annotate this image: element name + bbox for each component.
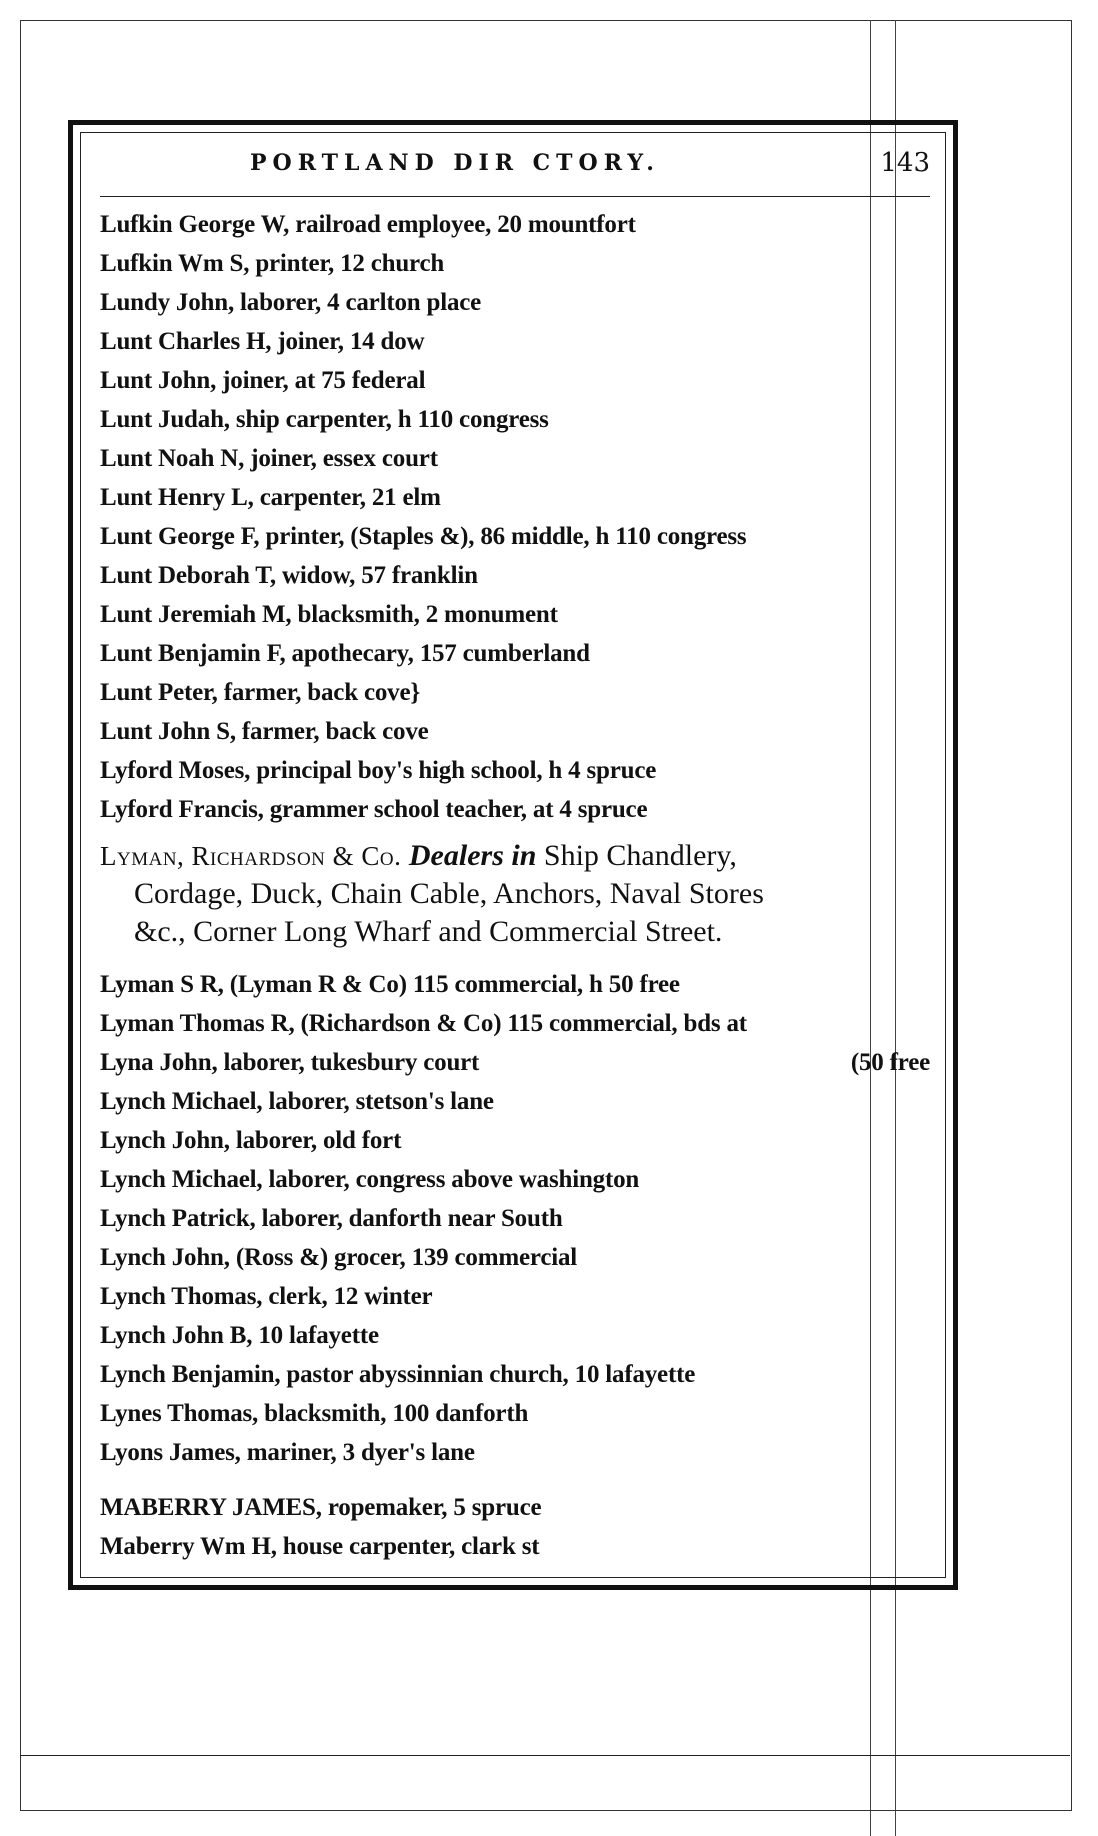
directory-entry: Lunt Peter, farmer, back cove} — [100, 679, 420, 706]
page-number: 143 — [880, 148, 930, 178]
directory-entry: Lunt Judah, ship carpenter, h 110 congress — [100, 406, 549, 433]
directory-entry: Lundy John, laborer, 4 carlton place — [100, 289, 482, 316]
directory-entry: Lunt Henry L, carpenter, 21 elm — [100, 484, 441, 511]
ad-line-3: &c., Corner Long Wharf and Commercial Street. — [134, 915, 723, 948]
directory-entry: Lynch John, (Ross &) grocer, 139 commercial — [100, 1244, 578, 1271]
bottom-rule — [20, 1810, 1072, 1811]
directory-entry: Lyford Moses, principal boy's high school, h 4 spruce — [100, 757, 657, 784]
directory-entry: Lufkin Wm S, printer, 12 church — [100, 250, 445, 277]
directory-entry: Lunt George F, printer, (Staples &), 86 middle, h 110 congress — [100, 523, 747, 550]
directory-entry: Lyman Thomas R, (Richardson & Co) 115 commercial, bds at — [100, 1010, 747, 1037]
directory-entry: Lunt John, joiner, at 75 federal — [100, 367, 426, 394]
directory-entry: Lunt Noah N, joiner, essex court — [100, 445, 438, 472]
directory-entry: Lunt John S, farmer, back cove — [100, 718, 429, 745]
directory-entry: Lynes Thomas, blacksmith, 100 danforth — [100, 1400, 529, 1427]
directory-entry: Lynch Patrick, laborer, danforth near South — [100, 1205, 563, 1232]
directory-entry: Lunt Deborah T, widow, 57 franklin — [100, 562, 478, 589]
entry-group-c — [100, 1082, 940, 1472]
bottom-rule — [20, 1755, 1070, 1756]
directory-entry: Lunt Jeremiah M, blacksmith, 2 monument — [100, 601, 558, 628]
ad-line-1-rest: Ship Chandlery, — [543, 839, 737, 872]
directory-entry: Lynch Benjamin, pastor abyssinnian church, 10 lafayette — [100, 1361, 696, 1388]
ad-dealers-in: Dealers in — [408, 839, 537, 872]
entry-text: Lyna John, laborer, tukesbury court — [100, 1049, 480, 1076]
ad-line-2: Cordage, Duck, Chain Cable, Anchors, Naval Stores — [134, 877, 764, 910]
section-spacer — [100, 1472, 940, 1488]
directory-entry: Lunt Benjamin F, apothecary, 157 cumberland — [100, 640, 590, 667]
header-rule — [100, 196, 930, 197]
directory-entry: Lyford Francis, grammer school teacher, at 4 spruce — [100, 796, 648, 823]
directory-entry: Lynch John B, 10 lafayette — [100, 1322, 379, 1349]
directory-listing — [100, 205, 940, 1566]
running-header — [100, 148, 930, 188]
directory-entry: Lynch Thomas, clerk, 12 winter — [100, 1283, 433, 1310]
entry-group-d — [100, 1488, 940, 1566]
directory-entry: Lunt Charles H, joiner, 14 dow — [100, 328, 425, 355]
directory-entry: Lynch Michael, laborer, stetson's lane — [100, 1088, 494, 1115]
entry-continuation: (50 free — [850, 1049, 930, 1076]
directory-entry: Lyman S R, (Lyman R & Co) 115 commercial, h 50 free — [100, 971, 680, 998]
ad-line-1 — [100, 837, 940, 875]
entry-group-a — [100, 205, 940, 829]
entry-group-b — [100, 965, 940, 1082]
business-advertisement — [100, 837, 940, 951]
directory-entry: Maberry Wm H, house carpenter, clark st — [100, 1533, 540, 1560]
page-title: PORTLAND DIR CTORY. — [250, 150, 660, 176]
directory-entry: Lynch Michael, laborer, congress above washington — [100, 1166, 640, 1193]
directory-entry: MABERRY JAMES, ropemaker, 5 spruce — [100, 1494, 542, 1521]
ad-firm-name: Lyman, Richardson & Co. — [100, 841, 402, 871]
directory-entry: Lynch John, laborer, old fort — [100, 1127, 402, 1154]
directory-entry: Lyons James, mariner, 3 dyer's lane — [100, 1439, 475, 1466]
directory-entry — [100, 1043, 940, 1082]
directory-entry: Lufkin George W, railroad employee, 20 mountfort — [100, 211, 636, 238]
